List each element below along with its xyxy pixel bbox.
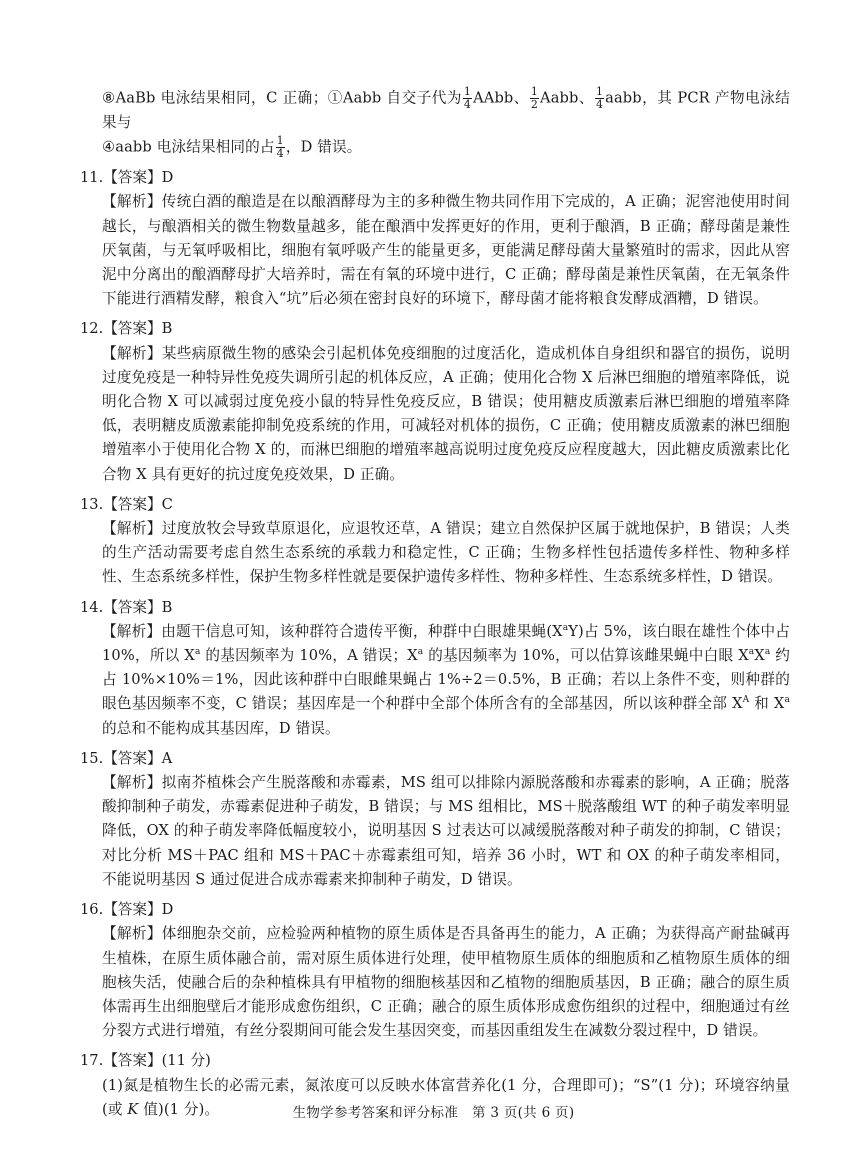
superscript: a xyxy=(748,647,755,658)
analysis-segment: 的基因频率为 10%，可以估算该雌果蝇中白眼 X xyxy=(423,647,749,665)
superscript: a xyxy=(417,647,424,658)
analysis-segment: 和 X xyxy=(749,695,785,713)
fraction: $\frac{1}{4}$ xyxy=(595,85,604,111)
intro-continuation xyxy=(82,86,790,160)
analysis-segment: Y)占 5%，该白眼在雄性个体中占 10%，所以 X xyxy=(102,622,791,665)
analysis-segment: 约占 10%×10%＝1%，因此该种群中白眼雌果蝇占 1%÷2＝0.5%，B 正确；若以上条件不变，则种群的眼色基因频率不变，C 错误；基因库是一个种群中全部个体所含有的全部基因，所以该种群全部 X xyxy=(102,647,790,713)
analysis-segment: 的基因频率为 10%，A 错误；X xyxy=(200,647,418,665)
answer-line: 16.【答案】D xyxy=(80,901,174,919)
page-content xyxy=(82,86,790,1122)
analysis-text: 【解析】拟南芥植株会产生脱落酸和赤霉素，MS 组可以排除内源脱落酸和赤霉素的影响，A 正确；脱落酸抑制种子萌发，赤霉素促进种子萌发，B 错误；与 MS 组相比，MS＋脱落酸组 WT 的种子萌发率明显降低，OX 的种子萌发率降低幅度较小，说明基因 S 过表达可以减缓脱落酸对种子萌发的抑制，C 错误；对比分析 MS＋PAC 组和 MS＋PAC＋赤霉素组可知，培养 36 小时，WT 和 OX 的种子萌发率相同，不能说明基因 S 通过促进合成赤霉素来抑制种子萌发，D 错误。 xyxy=(102,774,790,888)
analysis-text: 【解析】过度放牧会导致草原退化，应退牧还草，A 错误；建立自然保护区属于就地保护，B 错误；人类的生产活动需要考虑自然生态系统的承载力和稳定性，C 正确；生物多样性包括遗传多样性、物种多样性、生态系统多样性，保护生物多样性就是要保护遗传多样性、物种多样性、生态系统多样性，D 错误。 xyxy=(102,520,790,586)
question-14 xyxy=(82,596,790,741)
intro-text-1: ⑧AaBb 电泳结果相同，C 正确；①Aabb 自交子代为 xyxy=(102,89,462,107)
answer-line: 17.【答案】(11 分) xyxy=(80,1052,211,1070)
answer-line: 12.【答案】B xyxy=(80,320,173,338)
superscript: a xyxy=(562,623,569,633)
intro-text-5: ④aabb 电泳结果相同的占 xyxy=(102,138,275,156)
page-footer: 生物学参考答案和评分标准 第 3 页(共 6 页) xyxy=(292,1105,575,1121)
intro-text-4: aabb，其 PCR 产物电泳结果与 xyxy=(102,89,790,131)
question-15 xyxy=(82,747,790,892)
analysis-text: 【解析】体细胞杂交前，应检验两种植物的原生质体是否具备再生的能力，A 正确；为获得高产耐盐碱再生植株，在原生质体融合前，需对原生质体进行处理，使甲植物原生质体的细胞质和乙植物原生质体的细胞核失活，使融合后的杂种植株具有甲植物的细胞核基因和乙植物的细胞质基因，B 正确；融合的原生质体需再生出细胞壁后才能形成愈伤组织，C 正确；融合的原生质体形成愈伤组织的过程中，细胞通过有丝分裂方式进行增殖，有丝分裂期间可能会发生基因突变，而基因重组发生在减数分裂过程中，D 错误。 xyxy=(102,925,790,1040)
intro-text-3: Aabb、 xyxy=(540,89,594,107)
superscript: a xyxy=(764,647,771,658)
analysis-text xyxy=(82,620,790,741)
analysis-text: 【解析】传统白酒的酿造是在以酿酒酵母为主的多种微生物共同作用下完成的，A 正确；泥窖池使用时间越长，与酿酒相关的微生物数量越多，能在酿酒中发挥更好的作用，更利于酿酒，B 正确；酵母菌是兼性厌氧菌，与无氧呼吸相比，细胞有氧呼吸产生的能量更多，更能满足酵母菌大量繁殖时的需求，因此从窖泥中分离出的酿酒酵母扩大培养时，需在有氧的环境中进行，C 正确；酵母菌是兼性厌氧菌，在无氧条件下能进行酒精发酵，粮食入“坑”后必须在密封良好的环境下，酵母菌才能将粮食发酵成酒糟，D 错误。 xyxy=(102,193,790,308)
answer-line: 15.【答案】A xyxy=(80,749,173,767)
question-16 xyxy=(82,898,790,1043)
analysis-text: 【解析】某些病原微生物的感染会引起机体免疫细胞的过度活化，造成机体自身组织和器官的损伤，说明过度免疫是一种特异性免疫失调所引起的机体反应，A 正确；使用化合物 X 后淋巴细胞的增殖率降低，说明化合物 X 可以减弱过度免疫小鼠的特异性免疫反应，B 错误；使用糖皮质激素后淋巴细胞的增殖率降低，表明糖皮质激素能抑制免疫系统的作用，可减轻对机体的损伤，C 正确；使用糖皮质激素的淋巴细胞增殖率小于使用化合物 X 的，而淋巴细胞的增殖率越高说明过度免疫反应程度越大，因此糖皮质激素比化合物 X 具有更好的抗过度免疫效果，D 正确。 xyxy=(102,344,790,483)
intro-text-2: AAbb、 xyxy=(473,89,529,107)
fraction: $\frac{1}{4}$ xyxy=(463,85,472,111)
question-11 xyxy=(82,166,790,311)
answer-line: 11.【答案】D xyxy=(80,169,174,187)
analysis-segment: 的总和不能构成其基因库，D 错误。 xyxy=(102,719,340,737)
answer-line: 13.【答案】C xyxy=(80,495,173,513)
intro-text-6: ，D 错误。 xyxy=(285,138,362,156)
question-12 xyxy=(82,317,790,486)
superscript: a xyxy=(194,647,201,658)
answer-line: 14.【答案】B xyxy=(80,598,173,616)
italic-k: K xyxy=(127,1100,139,1118)
answer-segment: (1)氮是植物生长的必需元素，氮浓度可以反映水体富营养化(1 分，合理即可)；“S”(1 分)；环境容纳量(或 xyxy=(102,1076,790,1118)
analysis-segment: X xyxy=(754,647,765,665)
question-13 xyxy=(82,493,790,590)
answer-segment: 值)(1 分)。 xyxy=(138,1100,220,1118)
analysis-segment: 【解析】由题干信息可知，该种群符合遗传平衡，种群中白眼雄果蝇(X xyxy=(102,622,563,640)
fraction: $\frac{1}{2}$ xyxy=(530,85,538,111)
superscript: a xyxy=(784,695,790,706)
superscript: A xyxy=(742,695,750,706)
fraction: $\frac{1}{4}$ xyxy=(276,134,284,161)
